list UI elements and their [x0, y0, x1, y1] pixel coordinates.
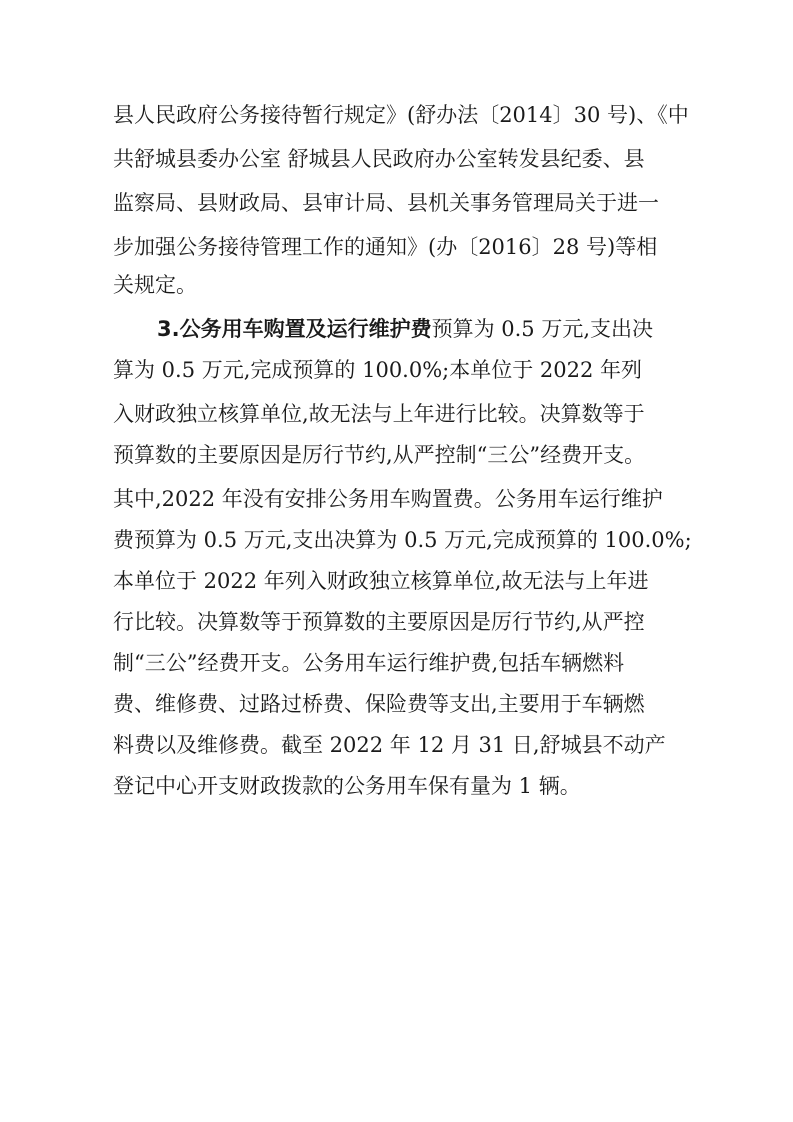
paragraph-1-line-4: 步加强公务接待管理工作的通知》(办〔2016〕28 号)等相 — [113, 235, 658, 259]
paragraph-1-line-3: 监察局、县财政局、县审计局、县机关事务管理局关于进一 — [113, 191, 659, 215]
paragraph-2-line-4: 预算数的主要原因是厉行节约,从严控制“三公”经费开支。 — [113, 443, 646, 467]
paragraph-2-line-7: 本单位于 2022 年列入财政独立核算单位,故无法与上年进 — [113, 569, 649, 593]
paragraph-2-line-6: 费预算为 0.5 万元,支出决算为 0.5 万元,完成预算的 100.0%; — [113, 528, 692, 552]
paragraph-2-line-3: 入财政独立核算单位,故无法与上年进行比较。决算数等于 — [113, 402, 645, 426]
paragraph-2-line-5: 其中,2022 年没有安排公务用车购置费。公务用车运行维护 — [113, 487, 663, 511]
paragraph-2-line-1-rest: 预算为 0.5 万元,支出决 — [431, 317, 654, 341]
paragraph-2-line-11: 料费以及维修费。截至 2022 年 12 月 31 日,舒城县不动产 — [113, 733, 666, 757]
paragraph-2-line-12: 登记中心开支财政拨款的公务用车保有量为 1 辆。 — [113, 774, 581, 798]
paragraph-2-line-9: 制“三公”经费开支。公务用车运行维护费,包括车辆燃料 — [113, 651, 625, 675]
paragraph-1-line-2: 共舒城县委办公室 舒城县人民政府办公室转发县纪委、县 — [113, 147, 645, 171]
paragraph-2-line-10: 费、维修费、过路过桥费、保险费等支出,主要用于车辆燃 — [113, 692, 645, 716]
paragraph-2-line-8: 行比较。决算数等于预算数的主要原因是厉行节约,从严控 — [113, 610, 645, 634]
section-heading: 3.公务用车购置及运行维护费 — [157, 317, 432, 341]
paragraph-2-line-2: 算为 0.5 万元,完成预算的 100.0%;本单位于 2022 年列 — [113, 358, 643, 382]
paragraph-1-line-5: 关规定。 — [113, 273, 197, 297]
paragraph-1-line-1: 县人民政府公务接待暂行规定》(舒办法〔2014〕30 号)、《中 — [113, 103, 689, 127]
paragraph-2-line-1 — [157, 309, 793, 349]
